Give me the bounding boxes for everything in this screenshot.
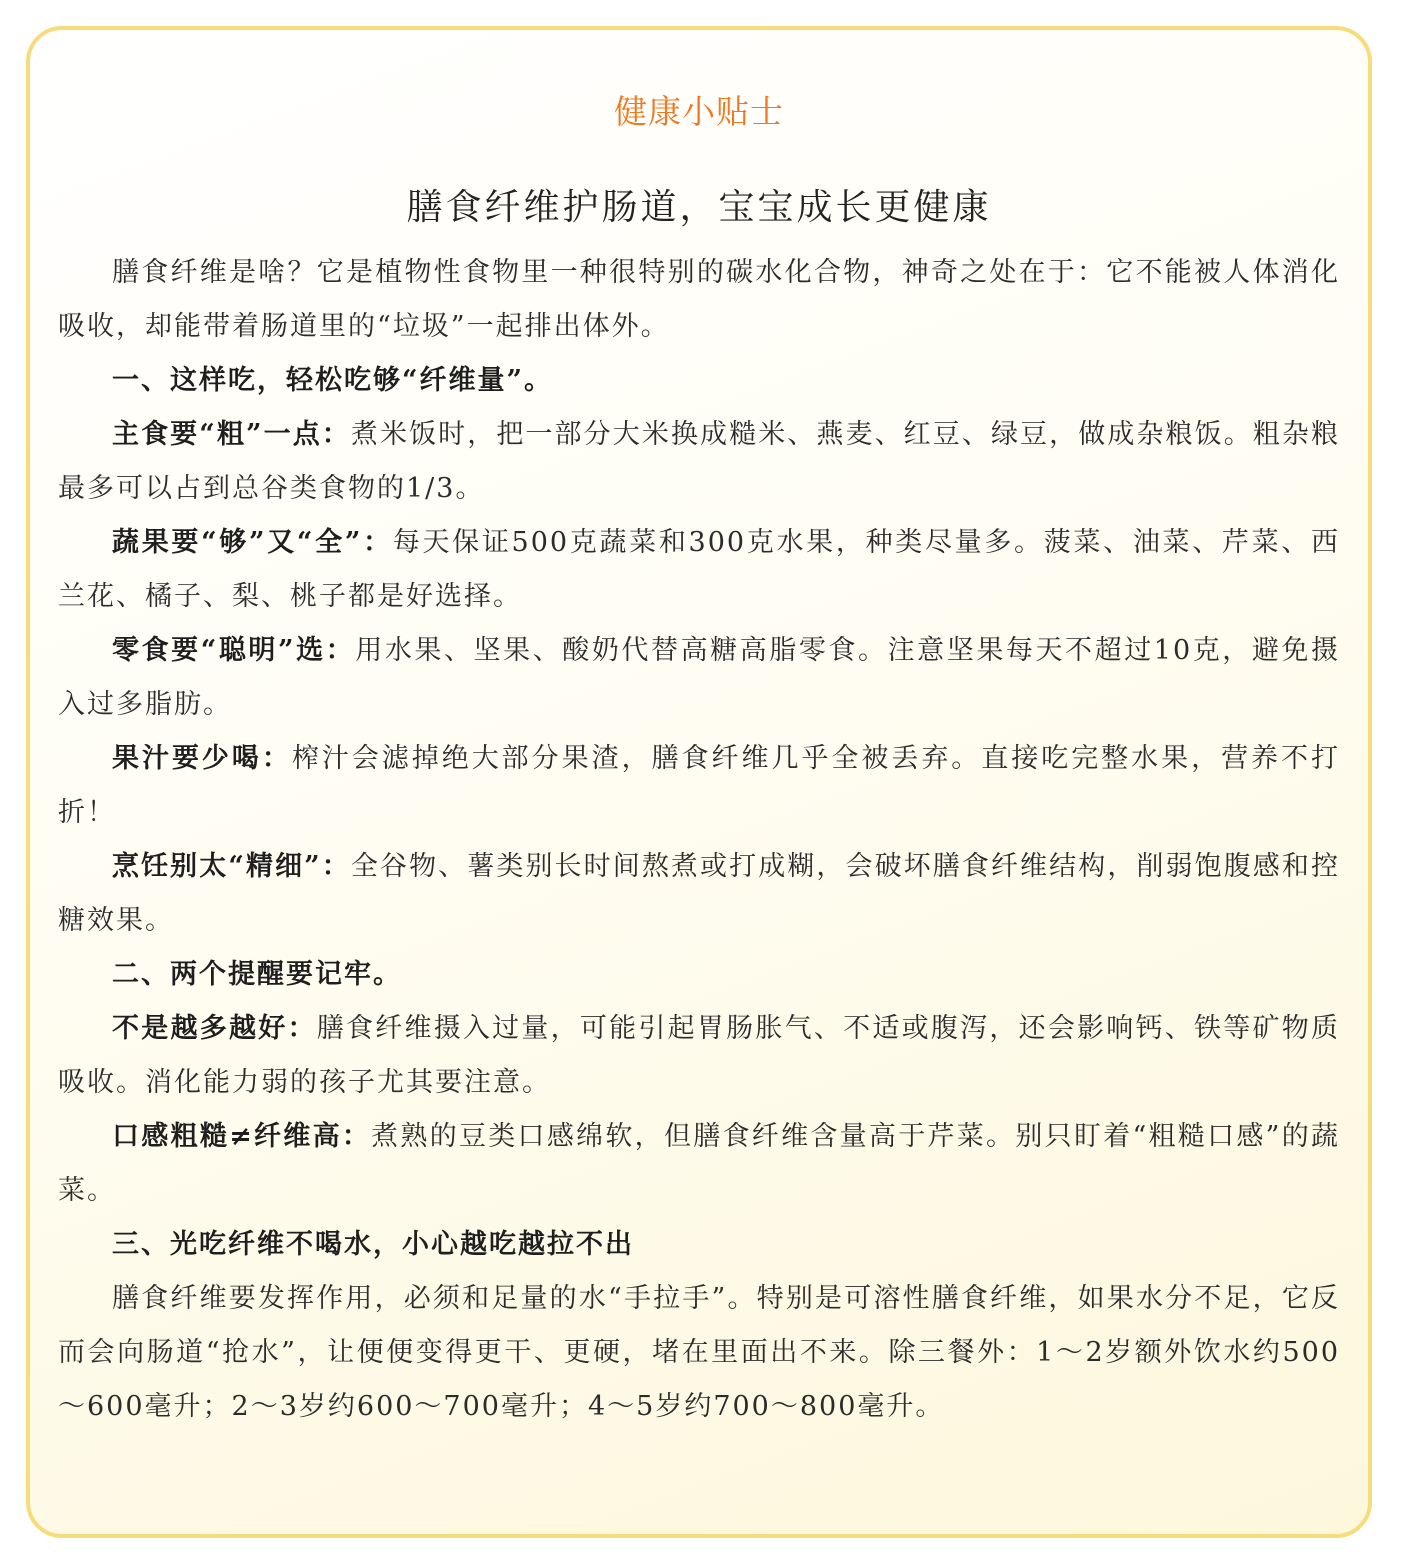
tip-text: 每天保证500克蔬菜和300克水果，种类尽量多。菠菜、油菜、芹菜、西兰花、橘子、梨、桃子都是好选择。 [58, 527, 1340, 612]
section-heading-3 [58, 1218, 1340, 1272]
water-paragraph [58, 1272, 1340, 1434]
section-kicker: 健康小贴士 [614, 92, 784, 131]
tip-snacks [58, 624, 1340, 732]
tip-lead: 烹饪别太“精细”： [112, 851, 351, 882]
tip-juice [58, 732, 1340, 840]
section-heading-text: 三、光吃纤维不喝水，小心越吃越拉不出 [112, 1229, 634, 1260]
article-body [58, 246, 1340, 1434]
tip-text: 全谷物、薯类别长时间熬煮或打成糊，会破坏膳食纤维结构，削弱饱腹感和控糖效果。 [58, 851, 1340, 936]
tip-cooking [58, 840, 1340, 948]
tip-text: 煮米饭时，把一部分大米换成糙米、燕麦、红豆、绿豆，做成杂粮饭。粗杂粮最多可以占到总谷类食物的1/3。 [58, 419, 1340, 504]
tips-card [26, 26, 1372, 1538]
article-headline: 膳食纤维护肠道，宝宝成长更健康 [406, 187, 992, 228]
section-heading-2 [58, 948, 1340, 1002]
tip-lead: 不是越多越好： [112, 1013, 317, 1044]
tip-lead: 主食要“粗”一点： [112, 419, 351, 450]
paragraph-text: 膳食纤维是啥？它是植物性食物里一种很特别的碳水化合物，神奇之处在于：它不能被人体消化吸收，却能带着肠道里的“垃圾”一起排出体外。 [58, 257, 1340, 342]
tip-lead: 零食要“聪明”选： [112, 635, 356, 666]
tip-text: 用水果、坚果、酸奶代替高糖高脂零食。注意坚果每天不超过10克，避免摄入过多脂肪。 [58, 635, 1341, 720]
tip-vegetables-fruits [58, 516, 1340, 624]
tip-lead: 口感粗糙≠纤维高： [112, 1121, 372, 1152]
section-heading-text: 一、这样吃，轻松吃够“纤维量”。 [112, 365, 554, 396]
tip-rough-texture [58, 1110, 1340, 1218]
intro-paragraph [58, 246, 1340, 354]
tip-staple-food [58, 408, 1340, 516]
paragraph-text: 膳食纤维要发挥作用，必须和足量的水“手拉手”。特别是可溶性膳食纤维，如果水分不足，它反而会向肠道“抢水”，让便便变得更干、更硬，堵在里面出不来。除三餐外：1～2岁额外饮水约500～600毫升；2～3岁约600～700毫升；4～5岁约700～800毫升。 [58, 1283, 1340, 1422]
tip-lead: 蔬果要“够”又“全”： [112, 527, 393, 558]
section-heading-1 [58, 354, 1340, 408]
tip-text: 膳食纤维摄入过量，可能引起胃肠胀气、不适或腹泻，还会影响钙、铁等矿物质吸收。消化能力弱的孩子尤其要注意。 [58, 1013, 1341, 1098]
tip-not-more-better [58, 1002, 1340, 1110]
tip-text: 煮熟的豆类口感绵软，但膳食纤维含量高于芹菜。别只盯着“粗糙口感”的蔬菜。 [58, 1121, 1341, 1206]
tip-text: 榨汁会滤掉绝大部分果渣，膳食纤维几乎全被丢弃。直接吃完整水果，营养不打折！ [58, 743, 1341, 828]
tip-lead: 果汁要少喝： [112, 743, 292, 774]
section-heading-text: 二、两个提醒要记牢。 [112, 959, 402, 990]
